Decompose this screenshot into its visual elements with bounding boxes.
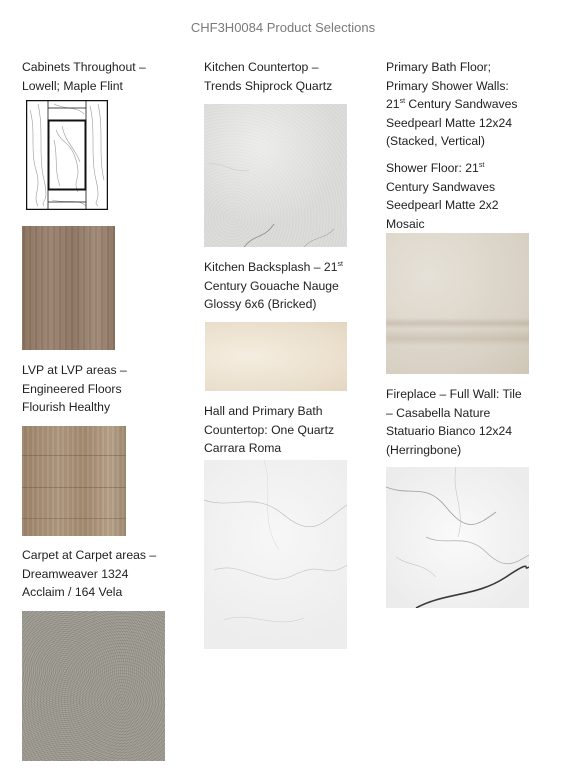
lvp-caption-line: Flourish Healthy <box>22 400 111 414</box>
carpet-caption <box>22 546 156 602</box>
carpet-swatch <box>22 611 165 761</box>
shiprock-quartz-swatch <box>204 104 347 247</box>
kitchen-backsplash-caption-line: Century Gouache Nauge <box>204 278 339 293</box>
lvp-caption-line: Engineered Floors <box>22 381 122 396</box>
quartz-veining <box>204 104 347 247</box>
statuario-bianco-swatch <box>386 467 529 608</box>
carpet-caption-line: Carpet at Carpet areas – <box>22 548 157 562</box>
primary-bath-floor-caption-line: (Stacked, Vertical) <box>386 134 485 148</box>
lvp-swatch <box>22 426 126 536</box>
cabinets-caption-line: Cabinets Throughout – <box>22 60 146 74</box>
lvp-caption <box>22 361 127 417</box>
fireplace-caption-line: Statuario Bianco 12x24 <box>386 424 513 438</box>
primary-bath-floor-caption-line: Primary Shower Walls: <box>386 78 509 93</box>
shower-floor-caption-line: Shower Floor: 21 <box>386 161 479 175</box>
lvp-caption-line: LVP at LVP areas – <box>22 363 127 377</box>
fireplace-caption-line: – Casabella Nature <box>386 405 491 420</box>
fireplace-caption-line: Fireplace – Full Wall: Tile <box>386 387 522 401</box>
kitchen-backsplash-caption-line: Kitchen Backsplash – 21 <box>204 260 338 274</box>
kitchen-countertop-caption <box>204 58 332 95</box>
ordinal-suffix: st <box>399 98 406 105</box>
maple-flint-swatch <box>22 226 115 350</box>
carpet-caption-line: Acclaim / 164 Vela <box>22 585 123 599</box>
primary-bath-floor-caption-line: Seedpearl Matte 12x24 <box>386 115 513 130</box>
shower-floor-caption <box>386 159 498 233</box>
bath-countertop-caption-line: Carrara Roma <box>204 441 282 455</box>
shower-floor-caption-line: Seedpearl Matte 2x2 <box>386 198 499 212</box>
sandwaves-seedpearl-swatch <box>386 233 529 374</box>
cabinets-caption-line: Lowell; Maple Flint <box>22 78 123 93</box>
cabinets-caption <box>22 58 146 95</box>
carrara-roma-swatch <box>204 460 347 649</box>
primary-bath-floor-caption <box>386 58 517 151</box>
kitchen-backsplash-caption-line: Glossy 6x6 (Bricked) <box>204 297 317 311</box>
shower-floor-caption-line: Century Sandwaves <box>386 179 496 194</box>
kitchen-backsplash-caption <box>204 258 343 314</box>
carpet-caption-line: Dreamweaver 1324 <box>22 566 129 581</box>
kitchen-countertop-caption-line: Kitchen Countertop – <box>204 60 319 74</box>
carrara-veining <box>204 460 347 649</box>
shower-floor-caption-line: Mosaic <box>386 216 425 231</box>
page-title: CHF3H0084 Product Selections <box>190 20 376 35</box>
ordinal-suffix: st <box>478 162 485 169</box>
primary-bath-floor-caption-line: Primary Bath Floor; <box>386 60 491 74</box>
kitchen-countertop-caption-line: Trends Shiprock Quartz <box>204 78 333 93</box>
bath-countertop-caption-line: Countertop: One Quartz <box>204 422 335 437</box>
bath-countertop-caption-line: Hall and Primary Bath <box>204 404 323 418</box>
primary-bath-floor-caption-line: Century Sandwaves <box>405 97 518 111</box>
cabinet-door-illustration <box>26 100 108 210</box>
ordinal-suffix: st <box>337 261 343 268</box>
fireplace-caption-line: (Herringbone) <box>386 442 462 457</box>
fireplace-caption <box>386 385 522 459</box>
statuario-veining <box>386 467 529 608</box>
gouache-nauge-swatch <box>205 322 347 391</box>
bath-countertop-caption <box>204 402 334 458</box>
primary-bath-floor-caption-line: 21 <box>386 97 400 111</box>
